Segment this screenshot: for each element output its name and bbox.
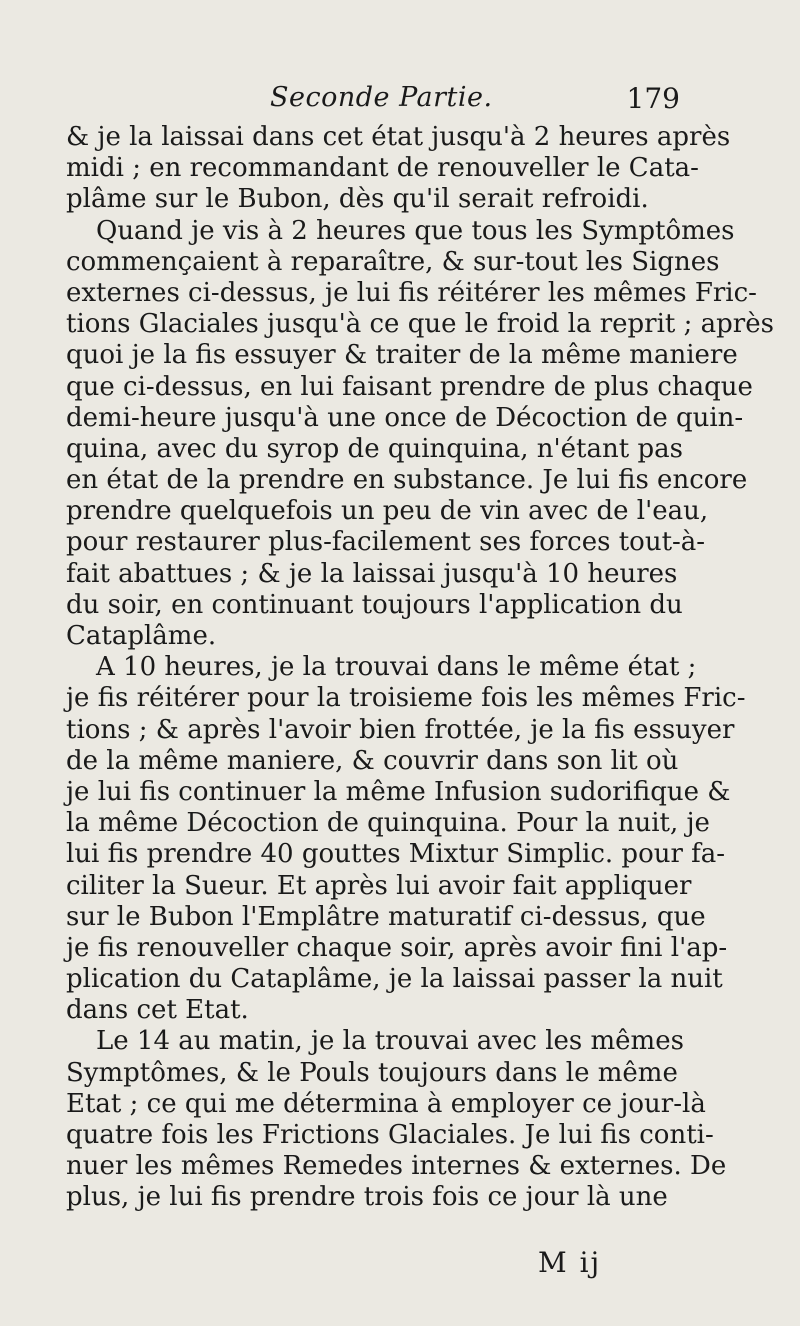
- text-line: nuer les mêmes Remedes internes & externes. De: [66, 1151, 727, 1182]
- text-line: Etat ; ce qui me détermina à employer ce jour-là: [66, 1088, 706, 1119]
- text-line: plus, je lui fis prendre trois fois ce jour là une: [66, 1182, 668, 1213]
- running-title: Seconde Partie.: [270, 82, 493, 113]
- text-line: pour restaurer plus-facilement ses forces tout-à-: [66, 527, 706, 558]
- text-line: je fis renouveller chaque soir, après avoir fini l'ap-: [66, 932, 728, 963]
- text-line: Cataplâme.: [66, 621, 217, 651]
- text-line: quoi je la fis essuyer & traiter de la même maniere: [66, 340, 738, 371]
- text-line: que ci-dessus, en lui faisant prendre de plus chaque: [66, 371, 753, 402]
- text-line: en état de la prendre en substance. Je lui fis encore: [66, 465, 748, 496]
- paragraph-start-line: A 10 heures, je la trouvai dans le même état ;: [96, 652, 697, 683]
- text-line: prendre quelquefois un peu de vin avec de l'eau,: [66, 496, 709, 527]
- text-line: plâme sur le Bubon, dès qu'il serait refroidi.: [66, 184, 649, 215]
- text-line: ciliter la Sueur. Et après lui avoir fait appliquer: [66, 870, 692, 901]
- signature-mark: M ij: [538, 1246, 602, 1279]
- paragraph-start-line: Quand je vis à 2 heures que tous les Symptômes: [96, 215, 735, 246]
- text-line: quatre fois les Frictions Glaciales. Je lui fis conti-: [66, 1120, 714, 1150]
- text-line: fait abattues ; & je la laissai jusqu'à 10 heures: [66, 558, 678, 589]
- text-line: je fis réitérer pour la troisieme fois les mêmes Fric-: [66, 683, 746, 714]
- text-line: lui fis prendre 40 gouttes Mixtur Simplic. pour fa-: [66, 839, 726, 870]
- text-line: dans cet Etat.: [66, 995, 249, 1026]
- text-line: midi ; en recommandant de renouveller le Cata-: [66, 153, 699, 184]
- text-line: Symptômes, & le Pouls toujours dans le même: [66, 1057, 678, 1088]
- text-line: externes ci-dessus, je lui fis réitérer les mêmes Fric-: [66, 277, 757, 308]
- page-number: 179: [626, 82, 680, 115]
- running-head: [160, 82, 680, 122]
- body-text: [66, 122, 774, 1214]
- text-line: tions Glaciales jusqu'à ce que le froid la reprit ; après: [66, 309, 774, 340]
- text-line: quina, avec du syrop de quinquina, n'étant pas: [66, 433, 683, 464]
- text-line: & je la laissai dans cet état jusqu'à 2 heures après: [66, 122, 731, 152]
- text-line: commençaient à reparaître, & sur-tout les Signes: [66, 246, 720, 277]
- text-line: sur le Bubon l'Emplâtre maturatif ci-dessus, que: [66, 901, 706, 932]
- text-line: du soir, en continuant toujours l'application du: [66, 589, 683, 620]
- text-line: de la même maniere, & couvrir dans son lit où: [66, 745, 679, 776]
- paragraph-start-line: Le 14 au matin, je la trouvai avec les mêmes: [96, 1026, 684, 1057]
- text-line: je lui fis continuer la même Infusion sudorifique &: [66, 776, 731, 807]
- text-line: tions ; & après l'avoir bien frottée, je la fis essuyer: [66, 714, 735, 745]
- text-line: la même Décoction de quinquina. Pour la nuit, je: [66, 808, 710, 839]
- text-line: demi-heure jusqu'à une once de Décoction de quin-: [66, 402, 744, 433]
- text-line: plication du Cataplâme, je la laissai passer la nuit: [66, 964, 723, 995]
